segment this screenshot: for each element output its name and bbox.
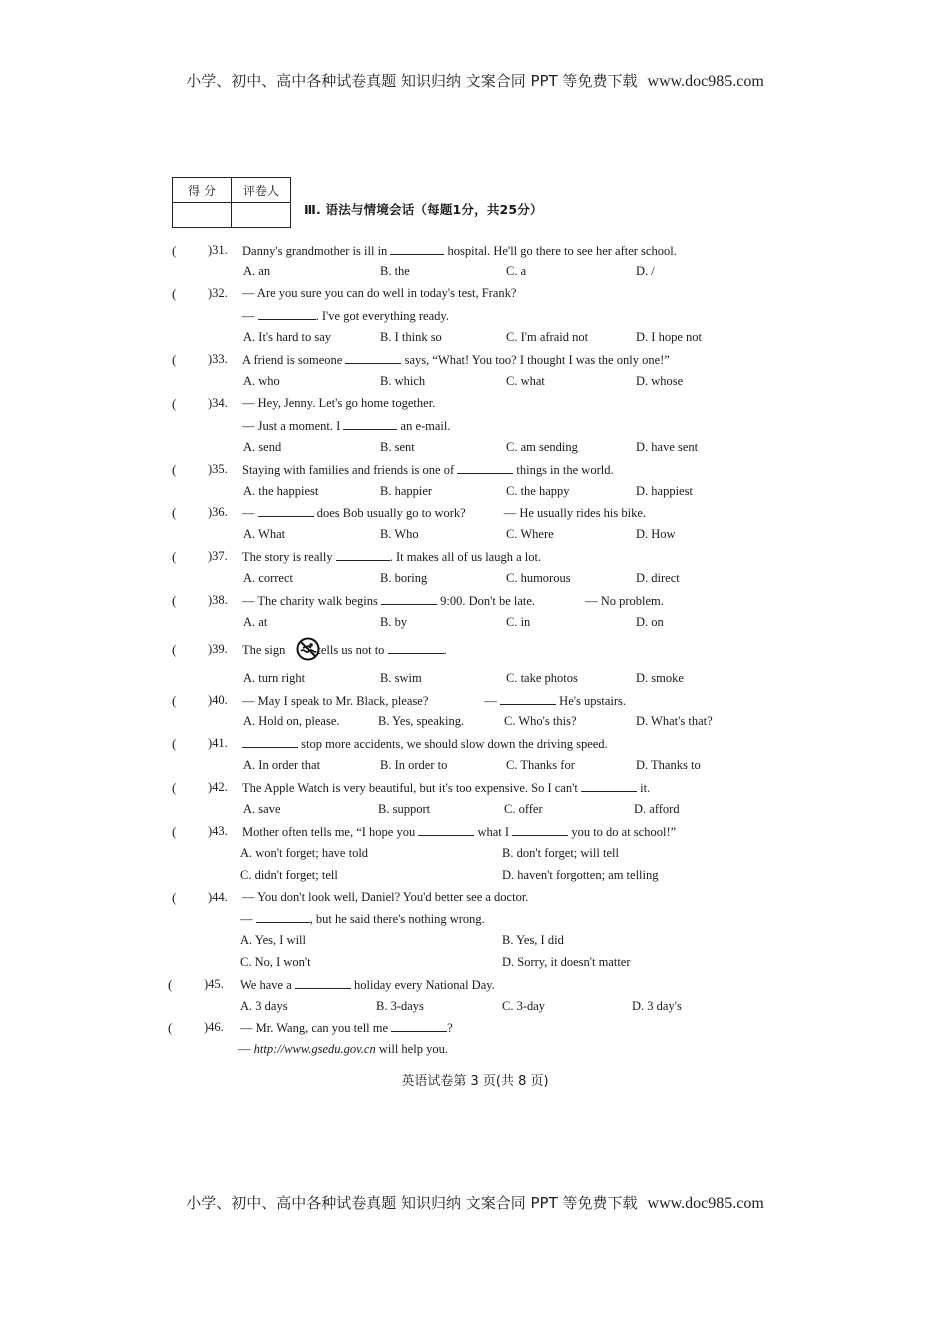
option-a[interactable]: A. It's hard to say (243, 330, 332, 344)
answer-paren[interactable]: ( (172, 890, 177, 905)
question-number: )33. (208, 352, 228, 366)
question-number: )42. (208, 780, 228, 794)
score-table (172, 177, 291, 228)
option-d[interactable]: D. I hope not (636, 330, 702, 344)
banner-text: 小学、初中、高中各种试卷真题 知识归纳 文案合同 PPT 等免费下载 (186, 1194, 638, 1212)
option-b[interactable]: B. Yes, speaking. (378, 714, 465, 728)
option-c[interactable]: C. am sending (506, 440, 578, 454)
option-a[interactable]: A. send (243, 440, 282, 454)
top-banner (0, 70, 950, 91)
option-d[interactable]: D. have sent (636, 440, 699, 454)
question-number: )31. (208, 243, 228, 257)
banner-url[interactable]: www.doc985.com (647, 1195, 764, 1212)
option-c[interactable]: C. 3-day (502, 999, 546, 1013)
option-d[interactable]: D. whose (636, 374, 684, 388)
question-text: — You don't look well, Daniel? You'd better see a doctor. (242, 890, 529, 904)
answer-paren[interactable]: ( (172, 396, 177, 411)
option-b[interactable]: B. In order to (380, 758, 448, 772)
option-c[interactable]: C. what (506, 374, 545, 388)
option-a[interactable]: A. 3 days (240, 999, 288, 1013)
answer-paren[interactable]: ( (172, 780, 177, 795)
option-b[interactable]: B. Who (380, 527, 419, 541)
answer-paren[interactable]: ( (172, 693, 177, 708)
option-d[interactable]: D. haven't forgotten; am telling (502, 868, 659, 882)
question-text: The Apple Watch is very beautiful, but it's too expensive. So I can't it. (242, 781, 651, 795)
option-b[interactable]: B. sent (380, 440, 415, 454)
question-text: — The charity walk begins 9:00. Don't be late. — No problem. (242, 594, 664, 608)
answer-paren[interactable]: ( (172, 549, 177, 564)
option-d[interactable]: D. What's that? (636, 714, 713, 728)
option-c[interactable]: C. Thanks for (506, 758, 575, 772)
question-number: )35. (208, 462, 228, 476)
option-c[interactable]: C. humorous (506, 571, 571, 585)
question-text-line2: — . I've got everything ready. (242, 309, 449, 323)
question-text: stop more accidents, we should slow down the driving speed. (242, 736, 608, 752)
option-d[interactable]: D. smoke (636, 671, 684, 685)
option-b[interactable]: B. the (380, 264, 410, 278)
question-text-line2: — Just a moment. I an e-mail. (242, 419, 451, 433)
option-d[interactable]: D. How (636, 527, 676, 541)
website-link[interactable]: http://www.gsedu.gov.cn (253, 1042, 376, 1056)
option-a[interactable]: A. the happiest (243, 484, 319, 498)
option-c[interactable]: C. take photos (506, 671, 578, 685)
option-d[interactable]: D. on (636, 615, 664, 629)
option-b[interactable]: B. I think so (380, 330, 442, 344)
question-text: — Hey, Jenny. Let's go home together. (242, 396, 436, 410)
page-number: 英语试卷第 3 页(共 8 页) (401, 1074, 549, 1089)
answer-paren[interactable]: ( (172, 642, 177, 657)
question-number: )41. (208, 736, 228, 750)
question-number: )36. (208, 505, 228, 519)
answer-paren[interactable]: ( (172, 352, 177, 367)
question-text: Mother often tells me, “I hope you what I you to do at school!” (242, 825, 677, 839)
option-b[interactable]: B. boring (380, 571, 428, 585)
option-a[interactable]: A. at (243, 615, 268, 629)
score-cell[interactable] (173, 203, 232, 228)
question-text-line2: — , but he said there's nothing wrong. (240, 912, 485, 926)
question-number: )38. (208, 593, 228, 607)
score-header: 得 分 (173, 178, 232, 203)
question-number: )43. (208, 824, 228, 838)
answer-paren[interactable]: ( (172, 462, 177, 477)
question-text: — Are you sure you can do well in today's test, Frank? (242, 286, 517, 300)
option-c[interactable]: C. offer (504, 802, 543, 816)
option-b[interactable]: B. which (380, 374, 426, 388)
option-b[interactable]: B. happier (380, 484, 433, 498)
question-text-line2: — http://www.gsedu.gov.cn will help you. (238, 1042, 448, 1056)
option-d[interactable]: D. happiest (636, 484, 693, 498)
answer-paren[interactable]: ( (172, 593, 177, 608)
option-a[interactable]: A. who (243, 374, 280, 388)
option-c[interactable]: C. a (506, 264, 527, 278)
option-c[interactable]: C. I'm afraid not (506, 330, 589, 344)
question-text: — Mr. Wang, can you tell me ? (240, 1021, 453, 1035)
option-b[interactable]: B. don't forget; will tell (502, 846, 619, 860)
option-d[interactable]: D. Thanks to (636, 758, 701, 772)
question-number: )40. (208, 693, 228, 707)
option-c[interactable]: C. in (506, 615, 531, 629)
question-text: Danny's grandmother is ill in hospital. He'll go there to see her after school. (242, 244, 677, 258)
question-text: The story is really . It makes all of us laugh a lot. (242, 550, 542, 564)
banner-text: 小学、初中、高中各种试卷真题 知识归纳 文案合同 PPT 等免费下载 (186, 72, 638, 90)
option-c[interactable]: C. the happy (506, 484, 570, 498)
question-text: — May I speak to Mr. Black, please? — He's upstairs. (242, 694, 626, 708)
answer-paren[interactable]: ( (172, 286, 177, 301)
question-text: The sign tells us not to . (242, 643, 447, 657)
section-title: Ⅲ. 语法与情境会话（每题1分，共25分） (304, 202, 543, 217)
option-a[interactable]: A. correct (243, 571, 293, 585)
question-number: )32. (208, 286, 228, 300)
option-d[interactable]: D. / (636, 264, 655, 278)
banner-url[interactable]: www.doc985.com (647, 73, 764, 90)
question-number: )44. (208, 890, 228, 904)
option-b[interactable]: B. Yes, I did (502, 933, 564, 947)
answer-paren[interactable]: ( (168, 977, 173, 992)
option-d[interactable]: D. direct (636, 571, 680, 585)
no-swimming-icon (296, 637, 320, 661)
question-number: )45. (204, 977, 224, 991)
grader-cell[interactable] (232, 203, 291, 228)
option-a[interactable]: A. won't forget; have told (240, 846, 369, 860)
option-a[interactable]: A. turn right (243, 671, 306, 685)
option-b[interactable]: B. 3-days (376, 999, 424, 1013)
answer-paren[interactable]: ( (172, 243, 177, 258)
bottom-banner (0, 1192, 950, 1213)
option-a[interactable]: A. an (243, 264, 271, 278)
option-a[interactable]: A. save (243, 802, 281, 816)
option-c[interactable]: C. didn't forget; tell (240, 868, 338, 882)
option-a[interactable]: A. Yes, I will (240, 933, 306, 947)
question-number: )46. (204, 1020, 224, 1034)
option-a[interactable]: A. In order that (243, 758, 321, 772)
question-text: We have a holiday every National Day. (240, 978, 495, 992)
grader-header: 评卷人 (232, 178, 291, 203)
option-a[interactable]: A. Hold on, please. (243, 714, 340, 728)
question-text: Staying with families and friends is one of things in the world. (242, 463, 614, 477)
option-b[interactable]: B. support (378, 802, 431, 816)
answer-paren[interactable]: ( (172, 824, 177, 839)
option-c[interactable]: C. No, I won't (240, 955, 311, 969)
option-c[interactable]: C. Where (506, 527, 554, 541)
question-number: )37. (208, 549, 228, 563)
option-d[interactable]: D. afford (634, 802, 680, 816)
option-d[interactable]: D. 3 day's (632, 999, 682, 1013)
answer-paren[interactable]: ( (168, 1020, 173, 1035)
answer-paren[interactable]: ( (172, 736, 177, 751)
option-b[interactable]: B. by (380, 615, 408, 629)
option-a[interactable]: A. What (243, 527, 286, 541)
option-b[interactable]: B. swim (380, 671, 422, 685)
answer-paren[interactable]: ( (172, 505, 177, 520)
option-d[interactable]: D. Sorry, it doesn't matter (502, 955, 631, 969)
question-text: — does Bob usually go to work? — He usually rides his bike. (242, 506, 647, 520)
question-number: )39. (208, 642, 228, 656)
question-text: A friend is someone says, “What! You too? I thought I was the only one!” (242, 353, 670, 367)
question-number: )34. (208, 396, 228, 410)
option-c[interactable]: C. Who's this? (504, 714, 577, 728)
